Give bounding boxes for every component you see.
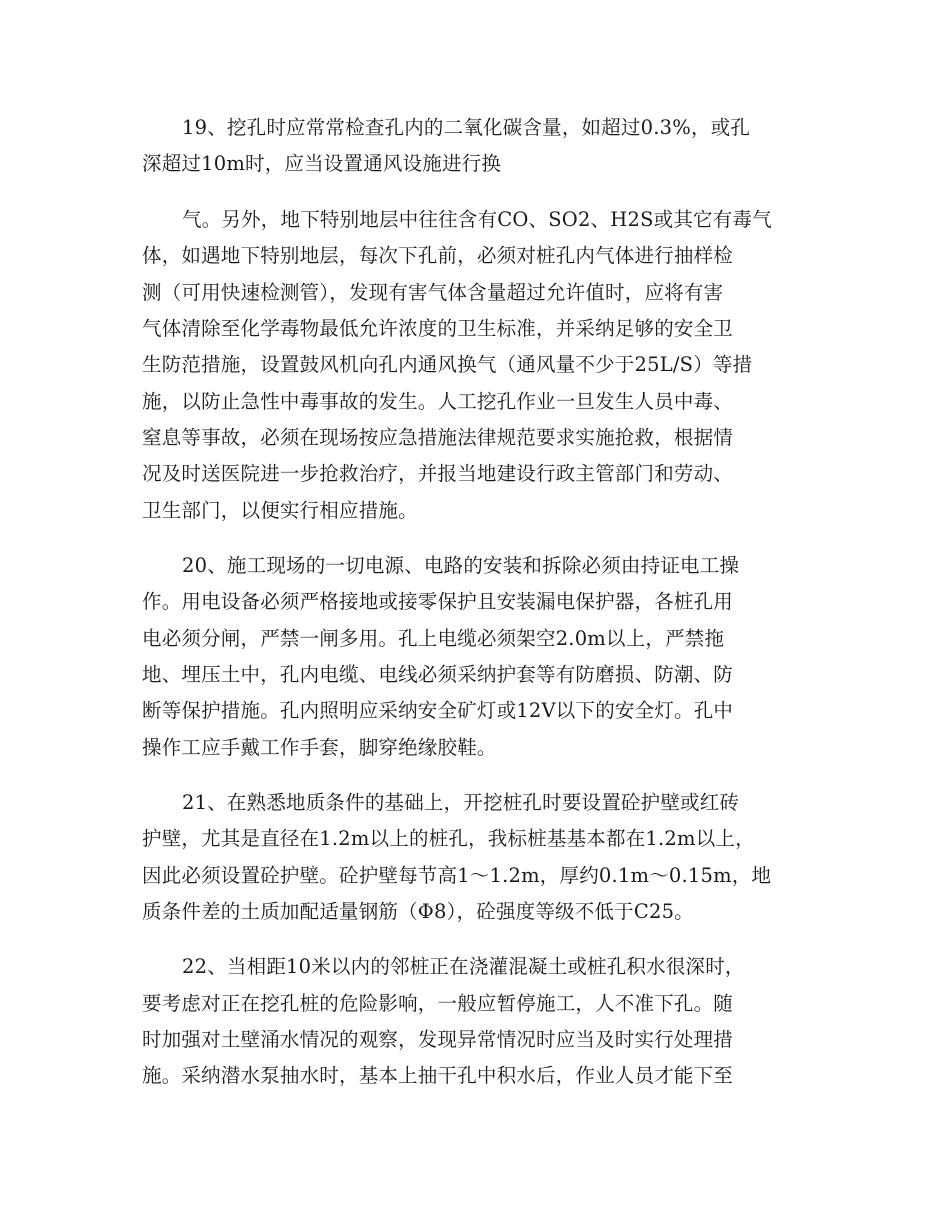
text-line: 质条件差的土质加配适量钢筋（Φ8），砼强度等级不低于C25。 [142, 900, 694, 923]
text-line: 作。用电设备必须严格接地或接零保护且安装漏电保护器，各桩孔用 [142, 590, 734, 613]
text-line: 断等保护措施。孔内照明应采纳安全矿灯或12V以下的安全灯。孔中 [142, 699, 734, 722]
text-line: 测（可用快速检测管），发现有害气体含量超过允许值时，应将有害 [142, 281, 724, 304]
text-line: 生防范措施，设置鼓风机向孔内通风换气（通风量不少于25L/S）等措 [142, 353, 753, 376]
text-line: 22、当相距10米以内的邻桩正在浇灌混凝土或桩孔积水很深时， [182, 955, 745, 978]
text-line: 气体清除至化学毒物最低允许浓度的卫生标准，并采纳足够的安全卫 [142, 317, 734, 340]
text-line: 地、埋压土中，孔内电缆、电线必须采纳护套等有防磨损、防潮、防 [142, 663, 734, 686]
text-line: 操作工应手戴工作手套，脚穿绝缘胶鞋。 [142, 736, 497, 759]
text-line: 卫生部门，以便实行相应措施。 [142, 499, 418, 522]
text-line: 施，以防止急性中毒事故的发生。人工挖孔作业一旦发生人员中毒、 [142, 390, 734, 413]
text-line: 时加强对土壁涌水情况的观察，发现异常情况时应当及时实行处理措 [142, 1028, 734, 1051]
text-line: 要考虑对正在挖孔桩的危险影响，一般应暂停施工，人不准下孔。随 [142, 992, 734, 1015]
text-line: 护壁，尤其是直径在1.2m以上的桩孔，我标桩基基本都在1.2m以上， [142, 827, 755, 850]
text-line: 况及时送医院进一步抢救治疗，并报当地建设行政主管部门和劳动、 [142, 462, 734, 485]
text-line: 气。另外，地下特别地层中往往含有CO、SO2、H2S或其它有毒气 [182, 208, 772, 231]
text-line: 21、在熟悉地质条件的基础上，开挖桩孔时要设置砼护壁或红砖 [182, 791, 740, 814]
text-line: 20、施工现场的一切电源、电路的安装和拆除必须由持证电工操 [182, 554, 740, 577]
text-line: 电必须分闸，严禁一闸多用。孔上电缆必须架空2.0m以上，严禁拖 [142, 627, 725, 650]
text-line: 因此必须设置砼护壁。砼护壁每节高1～1.2m，厚约0.1m～0.15m，地 [142, 864, 772, 887]
text-line: 体，如遇地下特别地层，每次下孔前，必须对桩孔内气体进行抽样检 [142, 244, 734, 267]
text-line: 19、挖孔时应常常检查孔内的二氧化碳含量，如超过0.3%，或孔 [182, 116, 751, 139]
text-line: 深超过10m时，应当设置通风设施进行换 [142, 152, 502, 175]
text-line: 施。采纳潜水泵抽水时，基本上抽干孔中积水后，作业人员才能下至 [142, 1064, 734, 1087]
text-line: 窒息等事故，必须在现场按应急措施法律规范要求实施抢救，根据情 [142, 426, 734, 449]
